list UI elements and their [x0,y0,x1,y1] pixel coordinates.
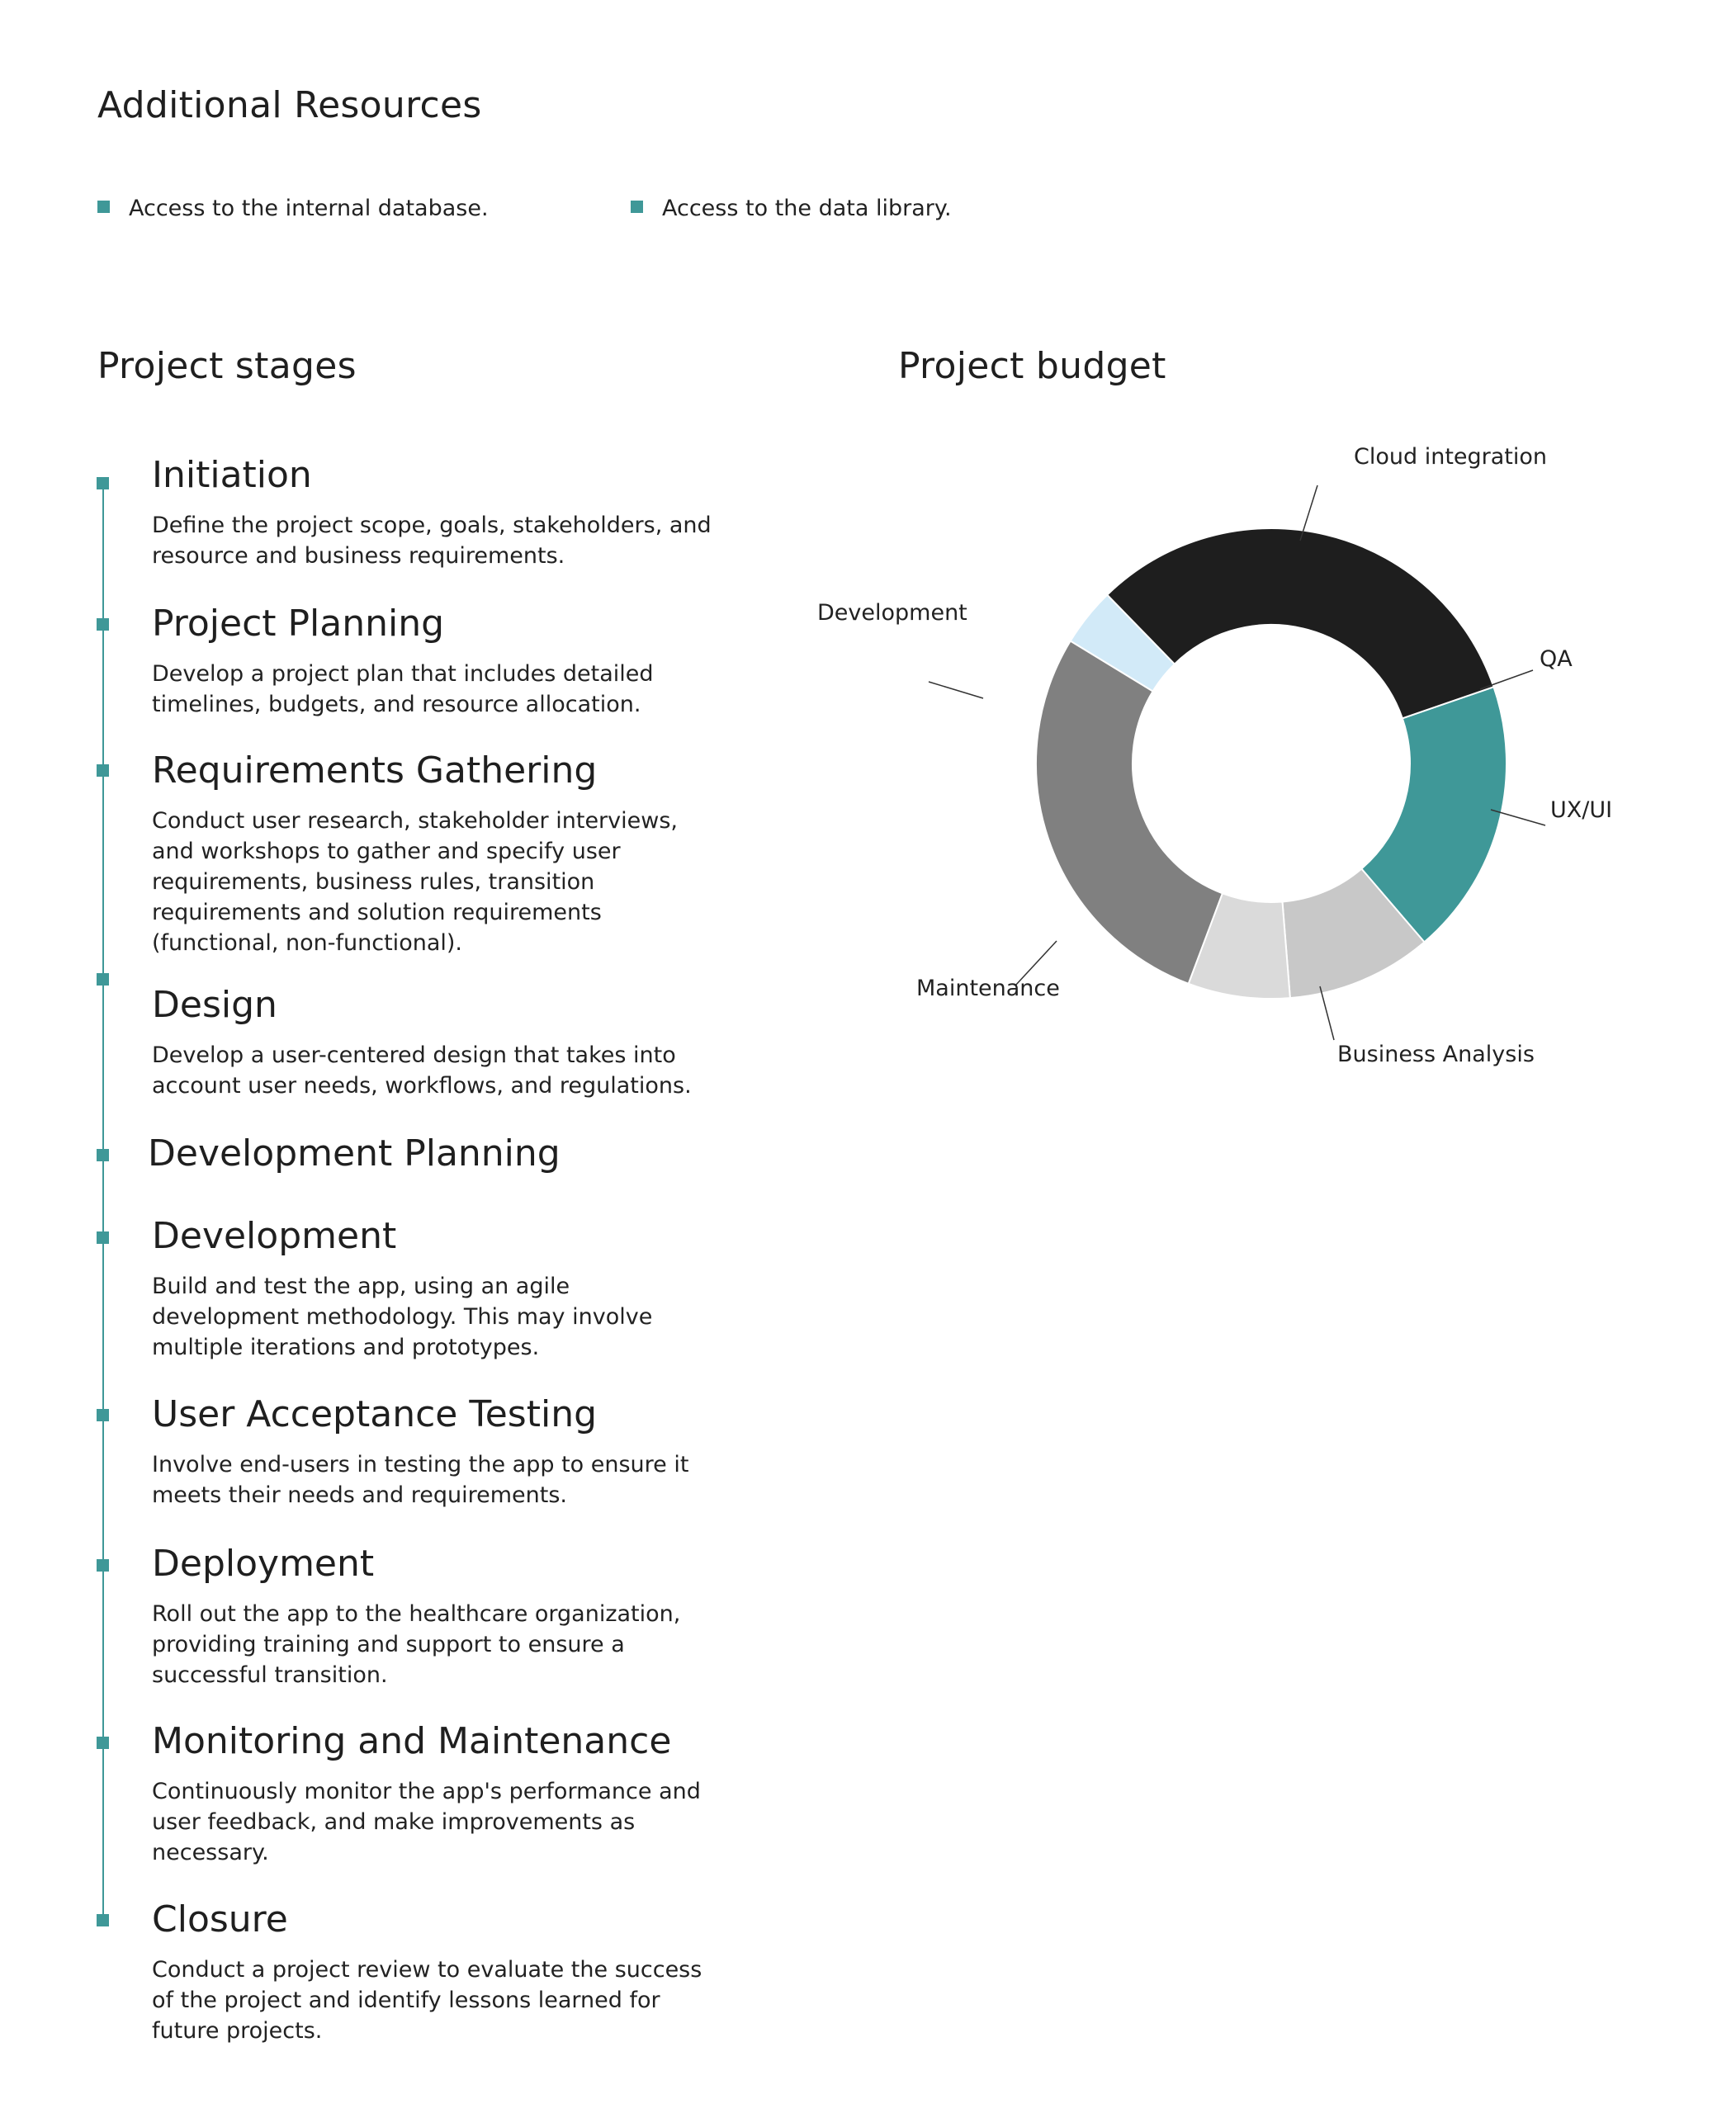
stage-description: Involve end-users in testing the app to ensure it meets their needs and requirements. [152,1452,689,1508]
stage-description: Conduct a project review to evaluate the success of the project and identify lessons learned for future projects. [152,1957,702,2044]
slice-label: UX/UI [1550,797,1613,823]
project-budget-title: Project budget [898,345,1166,387]
stage-title: Development [152,1215,397,1257]
stage-title: Deployment [152,1543,375,1585]
stage-description: Continuously monitor the app's performance and user feedback, and make improvements as necessary. [152,1779,701,1865]
stage-marker-icon [97,1231,109,1244]
slice-label: QA [1540,646,1573,672]
resource-item-text: Access to the data library. [662,196,952,221]
stage-marker-icon [97,764,109,777]
stage-marker-icon [97,1737,109,1749]
project-budget-donut-chart [776,429,1667,1106]
stage-title: Closure [152,1898,288,1940]
resource-item-text: Access to the internal database. [129,196,489,221]
stage-marker-icon [97,1559,109,1572]
stage-title: Monitoring and Maintenance [152,1720,672,1762]
stage-marker-icon [97,973,109,986]
donut-slice-development [1107,528,1493,718]
timeline-line [102,479,104,1915]
stage-description: Conduct user research, stakeholder interviews, and workshops to gather and specify user requirements, business rules, transition requirements and solution requirements (functional, non-functional). [152,808,678,956]
donut-slice-business-analysis [1036,641,1223,984]
bullet-square-icon [631,201,643,213]
slice-label: Cloud integration [1354,444,1548,470]
leader-line [1320,986,1334,1040]
stage-marker-icon [97,1914,109,1926]
stage-marker-icon [97,1409,109,1421]
stage-title: Development Planning [148,1132,561,1175]
stage-marker-icon [97,1149,109,1161]
slice-label: Development [817,600,967,626]
stage-title: Project Planning [152,603,445,645]
stage-description: Develop a project plan that includes detailed timelines, budgets, and resource allocation. [152,661,654,717]
stage-title: User Acceptance Testing [152,1393,598,1435]
bullet-square-icon [97,201,110,213]
stage-description: Develop a user-centered design that takes into account user needs, workflows, and regulations. [152,1042,692,1099]
stage-description: Define the project scope, goals, stakeholders, and resource and business requirements. [152,513,712,569]
stage-title: Requirements Gathering [152,749,598,792]
stage-title: Design [152,984,277,1026]
additional-resources-title: Additional Resources [97,84,482,126]
project-stages-title: Project stages [97,345,357,387]
stage-description: Build and test the app, using an agile development methodology. This may involve multiple iterations and prototypes. [152,1274,653,1360]
slice-label: Business Analysis [1337,1042,1535,1067]
stage-marker-icon [97,477,109,489]
slice-label: Maintenance [916,976,1060,1001]
stage-title: Initiation [152,454,312,496]
stage-description: Roll out the app to the healthcare organization, providing training and support to ensure a successful transition. [152,1601,681,1688]
leader-line [929,682,983,698]
stage-marker-icon [97,618,109,631]
